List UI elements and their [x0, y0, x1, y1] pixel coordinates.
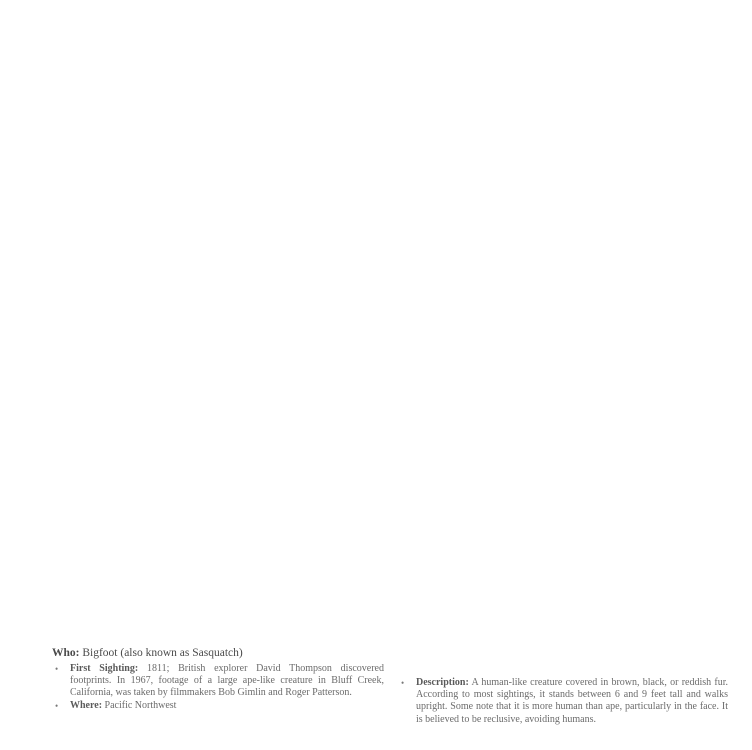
item-text: A human-like creature covered in brown, black, or reddish fur. According to most sightings, it stands between 6 and 9 feet tall and walks upright. Some note that it is more human than ape, particularly in the face. It is believed to be reclusive, avoiding humans.	[416, 677, 728, 725]
item-text: Pacific Northwest	[104, 699, 177, 711]
heading-subject: Bigfoot (also known as Sasquatch)	[82, 647, 243, 659]
list-item-where	[52, 700, 384, 712]
item-term: Description:	[416, 677, 469, 688]
left-column-list	[52, 663, 384, 726]
info-columns	[52, 663, 728, 726]
section-heading	[52, 646, 728, 661]
item-term: Where:	[70, 699, 103, 711]
item-text: 1811; British explorer David Thompson discovered footprints. In 1967, footage of a large ape-like creature in Bluff Creek, California, was taken by filmmakers Bob Gimlin and Roger Patterson.	[70, 663, 384, 699]
bullet-icon: •	[401, 678, 405, 688]
list-item-description	[398, 677, 728, 726]
heading-label: Who:	[52, 647, 80, 659]
right-column-list	[398, 677, 728, 726]
item-term: First Sighting:	[70, 663, 139, 674]
bullet-icon: •	[55, 700, 59, 711]
cryptid-info-section	[52, 646, 728, 726]
list-item-first-sighting	[52, 663, 384, 700]
bullet-icon: •	[55, 664, 59, 674]
